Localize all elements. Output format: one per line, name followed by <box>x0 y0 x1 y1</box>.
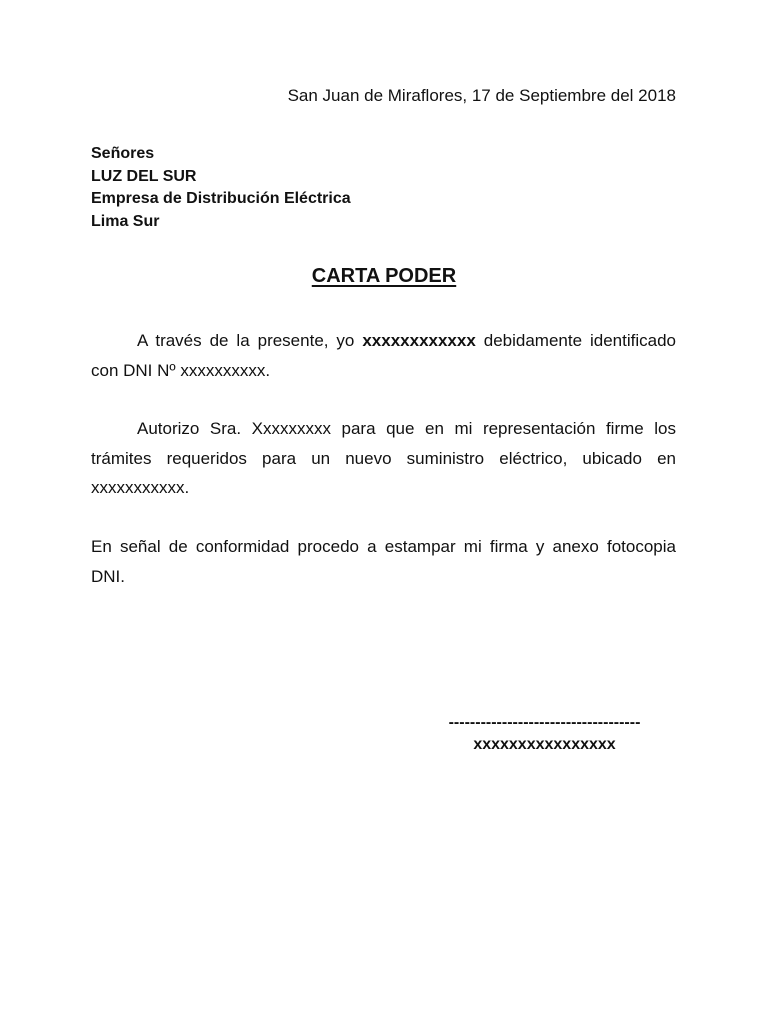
addressee-description: Empresa de Distribución Eléctrica <box>91 190 351 208</box>
addressee-company: LUZ DEL SUR <box>91 167 197 185</box>
paragraph-identification-prefix: A través de la presente, yo <box>137 331 363 350</box>
paragraph-conformity: En señal de conformidad procedo a estampar mi firma y anexo fotocopia DNI. <box>91 537 676 586</box>
document-title: CARTA PODER <box>311 265 457 287</box>
addressee-salutation: Señores <box>91 145 155 162</box>
paragraph-authorization: Autorizo Sra. Xxxxxxxxx para que en mi representación firme los trámites requeridos para un nuevo suministro eléctrico, ubicado en xxxxxxxxxxx. <box>91 419 676 497</box>
grantor-name: xxxxxxxxxxxx <box>362 331 476 350</box>
date-line: San Juan de Miraflores, 17 de Septiembre del 2018 <box>287 86 676 105</box>
addressee-block <box>91 143 351 233</box>
paragraph-identification-suffix: debidamente identificado con DNI Nº xxxxxxxxxx. <box>91 331 677 380</box>
document-title-wrapper <box>0 263 768 289</box>
signature-name: xxxxxxxxxxxxxxxx <box>473 736 616 753</box>
paragraph-identification <box>91 326 676 385</box>
addressee-location: Lima Sur <box>91 212 160 230</box>
signature-line: ------------------------------------ <box>448 714 641 731</box>
